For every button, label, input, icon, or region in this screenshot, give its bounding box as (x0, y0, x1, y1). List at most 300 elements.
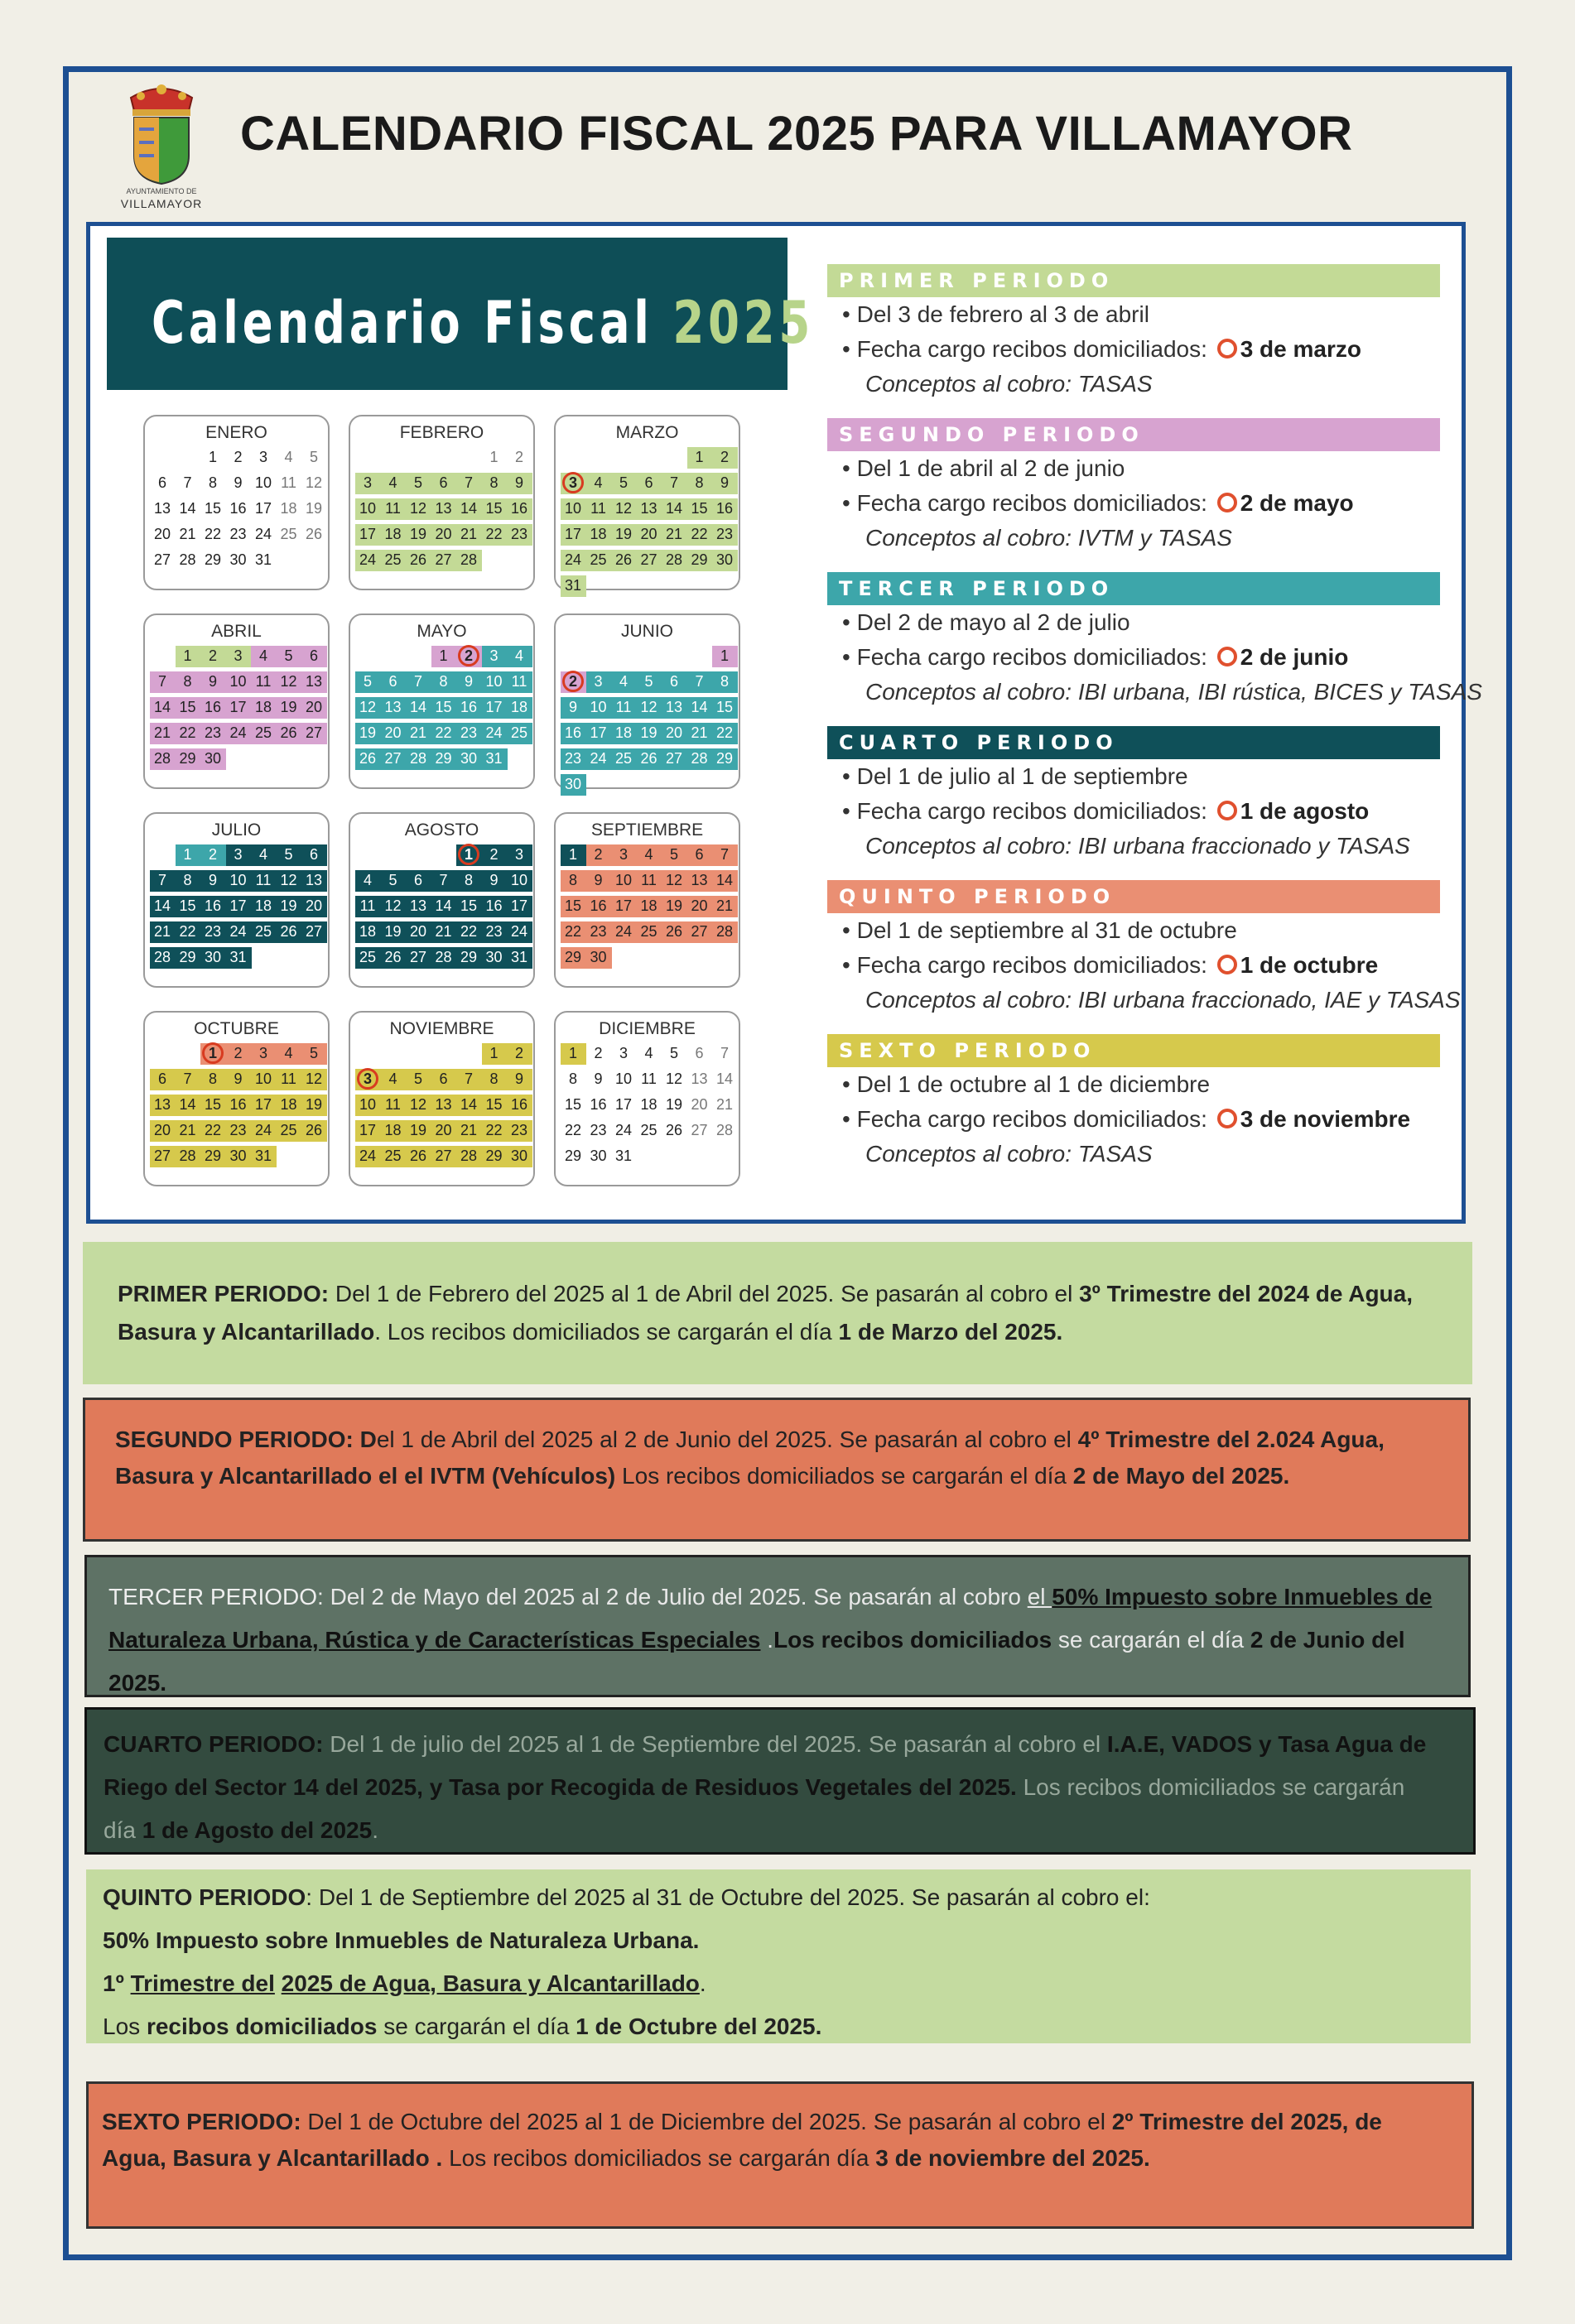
calendar-day: 24 (510, 923, 528, 940)
box5-line4 (103, 2005, 1438, 2048)
calendar-day: 12 (359, 699, 377, 715)
charge-date: 2 de junio (1240, 644, 1349, 670)
period-charge-date: • Fecha cargo recibos domiciliados: 1 de octubre (842, 952, 1379, 978)
month-noviembre (349, 1011, 535, 1186)
calendar-day: 9 (208, 673, 217, 690)
box1-text1: Del 1 de Febrero del 2025 al 1 de Abril del 2025. Se pasarán al cobro el (329, 1281, 1080, 1306)
calendar-day: 1 (568, 1045, 577, 1061)
calendar-day: 31 (510, 949, 528, 965)
calendar-day: 9 (489, 872, 499, 888)
calendar-day: 13 (384, 699, 402, 715)
logo-caption-large: VILLAMAYOR (120, 197, 203, 210)
calendar-week (150, 919, 323, 945)
calendar-day: 25 (384, 551, 402, 568)
calendar-day: 21 (460, 526, 478, 542)
calendar-day: 8 (568, 872, 577, 888)
calendar-day: 26 (305, 1122, 323, 1138)
calendar-week (355, 522, 528, 547)
calendar-week (355, 669, 528, 695)
calendar-day: 7 (720, 846, 729, 863)
calendar-day: 3 (594, 673, 603, 690)
calendar-week (150, 695, 323, 720)
month-octubre (143, 1011, 330, 1186)
calendar-day: 8 (439, 673, 448, 690)
charge-date: 3 de marzo (1240, 336, 1361, 362)
calendar-day: 17 (359, 526, 377, 542)
calendar-day: 29 (179, 949, 196, 965)
box4-text4: 1 de Agosto del 2025 (142, 1817, 373, 1843)
box4-text5: . (372, 1817, 378, 1843)
calendar-day: 5 (413, 1071, 422, 1087)
calendar-week (561, 643, 734, 669)
calendar-day: 29 (204, 1148, 222, 1164)
box2-label: SEGUNDO PERIODO: D (115, 1427, 377, 1452)
calendar-day: 5 (619, 474, 628, 491)
box5-label: QUINTO PERIODO (103, 1884, 306, 1910)
calendar-day: 4 (388, 1071, 397, 1087)
period-heading: SEXTO PERIODO (827, 1034, 1440, 1067)
charge-date: 3 de noviembre (1240, 1106, 1411, 1132)
calendar-day: 12 (280, 872, 297, 888)
calendar-day: 6 (644, 474, 653, 491)
charge-day-marker: 3 (357, 1068, 378, 1090)
calendar-day: 15 (485, 500, 503, 517)
calendar-card-header (107, 238, 814, 390)
calendar-week (355, 746, 528, 772)
calendar-day: 2 (514, 1045, 523, 1061)
calendar-day: 4 (594, 474, 603, 491)
period-box-2 (83, 1398, 1471, 1542)
month-febrero (349, 415, 535, 590)
calendar-day: 19 (280, 897, 297, 914)
calendar-day: 15 (715, 699, 734, 715)
calendar-day: 28 (665, 551, 683, 568)
calendar-day: 9 (464, 673, 473, 690)
calendar-day: 6 (413, 872, 422, 888)
calendar-day: 11 (511, 673, 527, 690)
calendar-day: 5 (309, 1045, 318, 1061)
period-range: • Del 3 de febrero al 3 de abril (842, 301, 1149, 327)
charge-label: Fecha cargo recibos domiciliados: (856, 490, 1207, 516)
calendar-week (561, 496, 734, 522)
calendar-day: 15 (564, 1096, 582, 1113)
calendar-day: 25 (359, 949, 377, 965)
calendar-day: 7 (669, 474, 678, 491)
calendar-day: 7 (464, 1071, 473, 1087)
calendar-day: 13 (640, 500, 657, 517)
circle-marker-icon (1217, 801, 1237, 820)
calendar-day: 10 (564, 500, 582, 517)
calendar-day: 9 (234, 474, 243, 491)
month-name: FEBRERO (399, 423, 484, 442)
calendar-day: 11 (255, 872, 272, 888)
month-junio (554, 613, 740, 792)
calendar-day: 23 (460, 724, 478, 741)
calendar-day: 13 (409, 897, 427, 914)
calendar-day: 27 (691, 1122, 708, 1138)
box6-text1: Del 1 de Octubre del 2025 al 1 de Diciembre del 2025 (301, 2109, 861, 2134)
charge-day-marker: 2 (458, 645, 479, 666)
calendar-day: 14 (153, 897, 171, 914)
calendar-day: 17 (254, 1096, 272, 1113)
calendar-day: 16 (460, 699, 478, 715)
calendar-title-prefix: Calendario Fiscal (152, 289, 653, 357)
calendar-day: 10 (229, 673, 247, 690)
month-grid (143, 415, 773, 1201)
calendar-day: 21 (435, 923, 452, 940)
calendar-day: 21 (715, 1096, 734, 1113)
calendar-day: 11 (385, 500, 401, 517)
calendar-day: 27 (384, 750, 402, 767)
month-name: OCTUBRE (194, 1019, 279, 1038)
calendar-week (561, 1118, 734, 1143)
calendar-day: 11 (281, 1071, 296, 1087)
calendar-day: 11 (255, 673, 272, 690)
calendar-day: 30 (485, 949, 503, 965)
calendar-day: 21 (409, 724, 427, 741)
calendar-day: 9 (594, 872, 603, 888)
box2-text2: 4º Trimestre del 2.024 Agua, Basura y Alcantarillado el el IVTM (Vehículos) (115, 1427, 1385, 1489)
calendar-day: 6 (695, 1045, 704, 1061)
charge-label: Fecha cargo recibos domiciliados: (856, 952, 1207, 978)
calendar-week (561, 1092, 734, 1118)
calendar-week (561, 1066, 734, 1092)
box4-text1: Del 1 de julio del 2025 al 1 de Septiembre del 2025. Se pasarán al cobro el (323, 1731, 1107, 1757)
calendar-day: 29 (691, 551, 708, 568)
calendar-day: 14 (665, 500, 683, 517)
calendar-day: 12 (614, 500, 633, 517)
calendar-day: 25 (254, 724, 272, 741)
period-box-3 (84, 1555, 1471, 1697)
calendar-day: 4 (284, 449, 293, 465)
calendar-day: 18 (510, 699, 528, 715)
box3-text3b: Los recibos domiciliados (773, 1627, 1052, 1653)
calendar-day: 11 (385, 1096, 401, 1113)
calendar-day: 6 (388, 673, 397, 690)
calendar-week (150, 669, 323, 695)
calendar-week (355, 919, 528, 945)
period-range: • Del 1 de septiembre al 31 de octubre (842, 917, 1237, 943)
calendar-day: 24 (254, 1122, 272, 1138)
calendar-day: 25 (280, 526, 297, 542)
calendar-day: 7 (464, 474, 473, 491)
calendar-day: 10 (254, 1071, 272, 1087)
calendar-week (150, 547, 323, 573)
calendar-day: 2 (514, 449, 523, 465)
calendar-week (150, 1143, 323, 1169)
box6-text1b: . Se pasarán al cobro el (860, 2109, 1112, 2134)
calendar-day: 23 (564, 750, 582, 767)
calendar-day: 25 (640, 1122, 657, 1138)
period-box-4 (84, 1707, 1476, 1855)
calendar-day: 16 (590, 1096, 607, 1113)
period-box-1 (83, 1242, 1472, 1384)
box5-line1 (103, 1876, 1438, 1919)
calendar-week (561, 868, 734, 893)
calendar-week (150, 445, 323, 470)
calendar-day: 24 (614, 1122, 633, 1138)
calendar-day: 31 (229, 949, 247, 965)
calendar-day: 18 (254, 699, 272, 715)
calendar-day: 27 (305, 724, 323, 741)
box5-l4b: recibos domiciliados (146, 2014, 378, 2039)
calendar-day: 28 (153, 750, 171, 767)
month-name: MAYO (417, 622, 467, 641)
calendar-day: 27 (409, 949, 427, 965)
calendar-day: 1 (489, 1045, 499, 1061)
calendar-day: 14 (409, 699, 427, 715)
calendar-week (561, 746, 734, 772)
calendar-week (355, 842, 528, 868)
box2-text3: Los recibos domiciliados se cargarán el día (615, 1463, 1073, 1489)
calendar-day: 14 (691, 699, 708, 715)
box4-text3: Los recibos domiciliados se cargarán día (104, 1774, 1405, 1843)
calendar-day: 4 (644, 1045, 653, 1061)
calendar-day: 25 (640, 923, 657, 940)
calendar-week (150, 643, 323, 669)
calendar-day: 30 (590, 1148, 607, 1164)
circle-marker-icon (1217, 493, 1237, 512)
calendar-day: 7 (695, 673, 704, 690)
calendar-day: 22 (179, 724, 196, 741)
calendar-week (150, 1092, 323, 1118)
logo-caption-small: AYUNTAMIENTO DE (126, 187, 197, 195)
charge-date: 2 de mayo (1240, 490, 1354, 516)
period-legend-item (827, 572, 1482, 710)
calendar-day: 26 (359, 750, 377, 767)
calendar-week (355, 547, 528, 573)
calendar-day: 14 (715, 872, 734, 888)
calendar-day: 13 (153, 1096, 171, 1113)
box5-l4a: Los (103, 2014, 147, 2039)
calendar-day: 31 (485, 750, 503, 767)
calendar-day: 1 (183, 647, 192, 664)
box5-l3a: 1º (103, 1970, 131, 1996)
calendar-day: 6 (669, 673, 678, 690)
month-name: JUNIO (621, 622, 673, 641)
calendar-day: 18 (640, 897, 657, 914)
calendar-day: 12 (409, 1096, 427, 1113)
calendar-week (355, 1041, 528, 1066)
calendar-day: 19 (305, 1096, 323, 1113)
calendar-day: 26 (305, 526, 323, 542)
calendar-day: 2 (489, 846, 499, 863)
calendar-day: 23 (229, 526, 247, 542)
calendar-day: 14 (460, 1096, 478, 1113)
calendar-week (561, 1143, 734, 1169)
period-heading: CUARTO PERIODO (827, 726, 1440, 759)
calendar-day: 5 (284, 846, 293, 863)
calendar-day: 10 (254, 474, 272, 491)
calendar-week (355, 1143, 528, 1169)
calendar-day: 19 (409, 1122, 427, 1138)
calendar-day: 29 (460, 949, 478, 965)
calendar-day: 2 (208, 846, 217, 863)
period-range: • Del 1 de julio al 1 de septiembre (842, 763, 1188, 789)
calendar-day: 27 (691, 923, 708, 940)
calendar-day: 5 (413, 474, 422, 491)
calendar-day: 16 (229, 500, 247, 517)
calendar-day: 5 (284, 647, 293, 664)
calendar-day: 15 (485, 1096, 503, 1113)
calendar-day: 20 (691, 1096, 708, 1113)
calendar-day: 14 (153, 699, 171, 715)
calendar-day: 15 (564, 897, 582, 914)
calendar-day: 17 (510, 897, 528, 914)
calendar-day: 11 (281, 474, 296, 491)
calendar-day: 21 (153, 724, 171, 741)
charge-label: Fecha cargo recibos domiciliados: (856, 644, 1207, 670)
box5-text1: : Del 1 de Septiembre del 2025 al 31 de Octubre del 2025. Se pasarán al cobro el: (306, 1884, 1150, 1910)
period-range: • Del 1 de octubre al 1 de diciembre (842, 1071, 1211, 1097)
calendar-day: 11 (615, 699, 632, 715)
period-range-text: Del 1 de septiembre al 31 de octubre (856, 917, 1237, 943)
calendar-day: 28 (715, 923, 734, 940)
calendar-week (561, 919, 734, 945)
calendar-day: 22 (691, 526, 708, 542)
calendar-day: 30 (564, 776, 582, 792)
period-range-text: Del 1 de julio al 1 de septiembre (856, 763, 1188, 789)
calendar-day: 16 (564, 724, 582, 741)
calendar-day: 8 (183, 872, 192, 888)
calendar-week (561, 945, 734, 970)
calendar-day: 23 (590, 923, 607, 940)
calendar-week (355, 496, 528, 522)
calendar-day: 25 (614, 750, 633, 767)
calendar-day: 24 (229, 724, 247, 741)
calendar-day: 5 (363, 673, 372, 690)
period-concepts: Conceptos al cobro: TASAS (865, 371, 1153, 397)
calendar-day: 22 (460, 923, 478, 940)
period-concepts: Conceptos al cobro: IVTM y TASAS (865, 525, 1232, 551)
calendar-day: 4 (619, 673, 628, 690)
box1-label: PRIMER PERIODO: (118, 1281, 330, 1306)
calendar-day: 22 (564, 923, 582, 940)
calendar-day: 20 (409, 923, 427, 940)
charge-day-marker: 1 (458, 844, 479, 865)
charge-day-marker: 2 (562, 671, 584, 692)
period-box-5 (86, 1869, 1471, 2043)
calendar-day: 19 (614, 526, 633, 542)
calendar-day: 11 (590, 500, 606, 517)
calendar-day: 12 (305, 1071, 323, 1087)
calendar-day: 29 (435, 750, 452, 767)
calendar-day: 8 (489, 474, 499, 491)
calendar-day: 16 (590, 897, 607, 914)
period-concepts: Conceptos al cobro: TASAS (865, 1141, 1153, 1167)
calendar-week (355, 643, 528, 669)
calendar-day: 19 (305, 500, 323, 517)
box1-text3: . Los recibos domiciliados se cargarán el día (374, 1319, 839, 1345)
calendar-day: 23 (590, 1122, 607, 1138)
calendar-day: 12 (665, 1071, 683, 1087)
calendar-day: 18 (384, 1122, 402, 1138)
calendar-day: 7 (720, 1045, 729, 1061)
calendar-day: 18 (254, 897, 272, 914)
calendar-day: 28 (460, 1148, 478, 1164)
municipal-crest-logo (116, 83, 207, 215)
calendar-day: 2 (208, 647, 217, 664)
calendar-day: 11 (641, 872, 657, 888)
calendar-day: 12 (280, 673, 297, 690)
month-abril (143, 613, 330, 789)
calendar-day: 26 (409, 1148, 427, 1164)
calendar-day: 2 (594, 1045, 603, 1061)
box2-text1b: . Se pasarán al cobro el (826, 1427, 1078, 1452)
calendar-week (150, 1066, 323, 1092)
calendar-day: 17 (590, 724, 607, 741)
calendar-day: 30 (460, 750, 478, 767)
month-name: DICIEMBRE (599, 1019, 696, 1038)
calendar-day: 26 (280, 724, 297, 741)
calendar-day: 28 (691, 750, 708, 767)
box6-text2: 2º Trimestre del 2025, de Agua, Basura y Alcantarillado . (102, 2109, 1382, 2171)
calendar-day: 5 (309, 449, 318, 465)
calendar-day: 25 (384, 1148, 402, 1164)
calendar-day: 14 (715, 1071, 734, 1087)
calendar-week (150, 842, 323, 868)
calendar-day: 16 (204, 699, 222, 715)
calendar-day: 12 (305, 474, 323, 491)
month-mayo (349, 613, 535, 789)
calendar-day: 20 (640, 526, 657, 542)
calendar-week (561, 1041, 734, 1066)
calendar-day: 9 (568, 699, 577, 715)
calendar-day: 29 (485, 1148, 503, 1164)
calendar-day: 8 (183, 673, 192, 690)
box5-l4c: se cargarán el día (377, 2014, 576, 2039)
calendar-day: 26 (614, 551, 633, 568)
calendar-day: 25 (510, 724, 528, 741)
calendar-week (355, 868, 528, 893)
calendar-day: 16 (510, 1096, 528, 1113)
calendar-day: 7 (157, 673, 166, 690)
calendar-day: 3 (258, 449, 267, 465)
calendar-week (150, 1041, 323, 1066)
calendar-day: 24 (564, 551, 582, 568)
period-box-6 (86, 2081, 1474, 2229)
calendar-day: 24 (229, 923, 247, 940)
calendar-day: 11 (641, 1071, 657, 1087)
period-legend-item (827, 264, 1440, 402)
calendar-day: 10 (359, 1096, 377, 1113)
calendar-day: 13 (435, 1096, 452, 1113)
calendar-day: 19 (409, 526, 427, 542)
calendar-day: 31 (254, 551, 272, 568)
calendar-day: 17 (485, 699, 503, 715)
calendar-day: 7 (157, 872, 166, 888)
calendar-week (355, 470, 528, 496)
calendar-day: 18 (640, 1096, 657, 1113)
calendar-day: 17 (254, 500, 272, 517)
calendar-day: 15 (204, 500, 222, 517)
calendar-day: 4 (514, 647, 523, 664)
calendar-day: 24 (614, 923, 633, 940)
box5-line3 (103, 1962, 1438, 2005)
calendar-week (561, 720, 734, 746)
period-charge-date: • Fecha cargo recibos domiciliados: 3 de noviembre (842, 1106, 1411, 1132)
box3-text3: se cargarán el día (1052, 1627, 1250, 1653)
calendar-day: 8 (464, 872, 473, 888)
calendar-week (355, 893, 528, 919)
period-concepts: Conceptos al cobro: IBI urbana, IBI rústica, BICES y TASAS (865, 679, 1482, 705)
calendar-day: 15 (691, 500, 708, 517)
charge-label: Fecha cargo recibos domiciliados: (856, 336, 1207, 362)
calendar-day: 14 (460, 500, 478, 517)
calendar-day: 26 (640, 750, 657, 767)
box5-line2: 50% Impuesto sobre Inmuebles de Naturaleza Urbana. (103, 1927, 700, 1953)
calendar-day: 5 (669, 846, 678, 863)
